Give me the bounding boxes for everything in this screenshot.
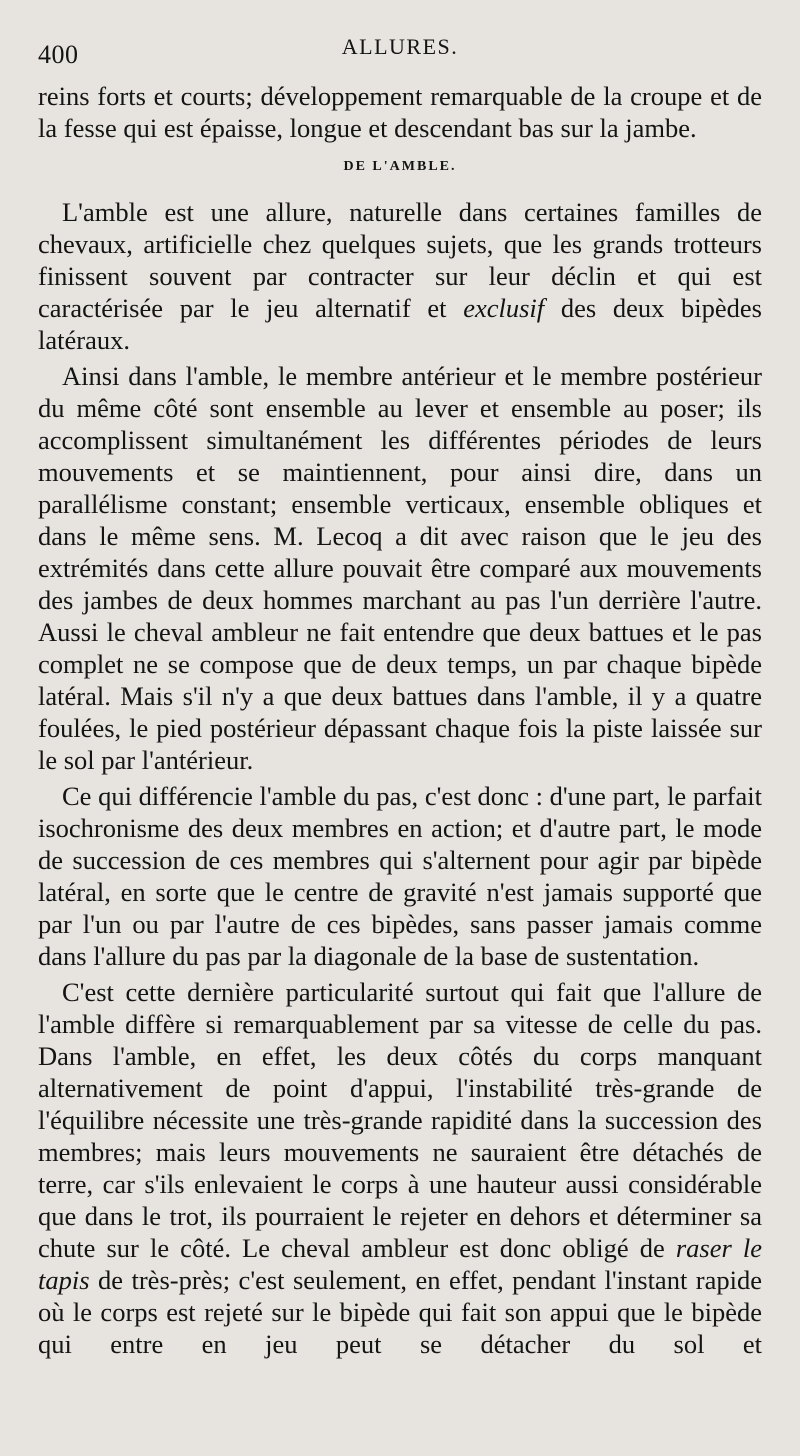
paragraph-speed (38, 976, 762, 1360)
paragraph-definition (38, 196, 762, 356)
section-heading: DE L'AMBLE. (343, 159, 457, 174)
paragraph-text: de très-près; c'est seulement, en effet, pendant l'instant rapide où le corps est rejeté sur le bipède qui fait son appui que le bipède qui entre en jeu peut se détacher du sol et (38, 1265, 762, 1359)
page-number: 400 (38, 40, 79, 69)
paragraph-text: des deux bipèdes latéraux. (38, 293, 762, 355)
paragraph-text: C'est cette dernière particularité surtout qui fait que l'allure de l'amble diffère si remarquablement par sa vitesse de celle du pas. Dans l'amble, en effet, les deux côtés du corps manquant alternativement de point d'appui, l'instabilité très-grande de l'équilibre nécessite une très-grande rapidité dans la succession des membres; mais leurs mouvements ne sauraient être détachés de terre, car s'ils enlevaient le corps à une hauteur aussi considérable que dans le trot, ils pourraient le rejeter en dehors et déterminer sa chute sur le côté. Le cheval ambleur est donc obligé de (38, 977, 762, 1263)
italic-term: raser le tapis (38, 1233, 762, 1295)
page-body (38, 80, 762, 1360)
page-header (38, 30, 762, 70)
running-title: ALLURES. (341, 34, 459, 59)
paragraph-mechanics: Ainsi dans l'amble, le membre antérieur et le membre postérieur du même côté sont ensemble au lever et ensemble au poser; ils accomplissent simultanément les différentes périodes de leurs mouvements et se maintiennent, pour ainsi dire, dans un parallélisme constant; ensemble verticaux, ensemble obliques et dans le même sens. M. Lecoq a dit avec raison que le jeu des extrémités dans cette allure pouvait être comparé aux mouvements des jambes de deux hommes marchant au pas l'un derrière l'autre. Aussi le cheval ambleur ne fait entendre que deux battues et le pas complet ne se compose que de deux temps, un par chaque bipède latéral. Mais s'il n'y a que deux battues dans l'amble, il y a quatre foulées, le pied postérieur dépassant chaque fois la piste laissée sur le sol par l'antérieur. (38, 361, 762, 775)
paragraph-difference: Ce qui différencie l'amble du pas, c'est donc : d'une part, le parfait isochronisme des deux membres en action; et d'autre part, le mode de succession de ces membres qui s'alternent pour agir par bipède latéral, en sorte que le centre de gravité n'est jamais supporté que par l'un ou par l'autre de ces bipèdes, sans passer jamais comme dans l'allure du pas par la diagonale de la base de sustentation. (38, 781, 762, 971)
paragraph-continuation: reins forts et courts; développement remarquable de la croupe et de la fesse qui est épaisse, longue et descendant bas sur la jambe. (38, 81, 762, 143)
italic-term: exclusif (463, 293, 545, 323)
paragraph-text: L'amble est une allure, naturelle dans certaines familles de chevaux, artificielle chez quelques sujets, que les grands trotteurs finissent souvent par contracter sur leur déclin et qui est caractérisée par le jeu alternatif et (38, 197, 762, 323)
